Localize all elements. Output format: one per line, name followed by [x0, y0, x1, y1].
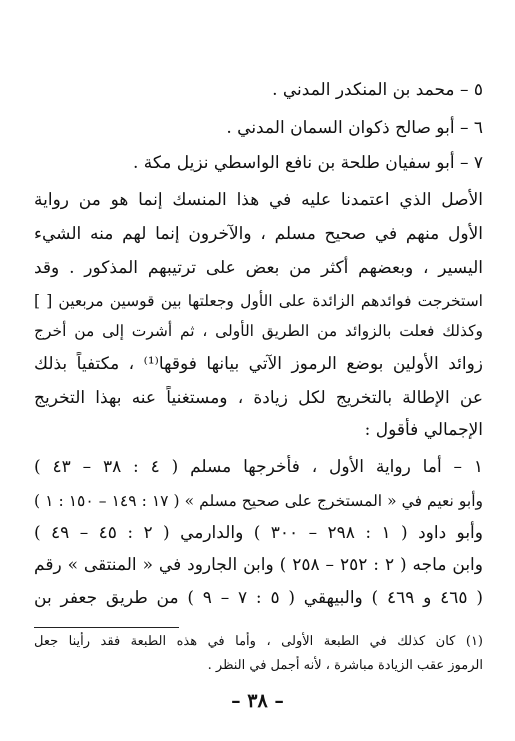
- source-line-3: وأبو داود ( ١ : ٢٩٨ – ٣٠٠ ) والدارمي ( ٢ : ٤٥ – ٤٩ ): [34, 523, 483, 543]
- source-line-5: ( ٤٦٥ و ٤٦٩ ) والبيهقي ( ٥ : ٧ – ٩ ) من طريق جعفر بن: [34, 588, 483, 608]
- list-item-6: ٦ – أبو صالح ذكوان السمان المدني .: [226, 118, 483, 138]
- source-line-1: ١ – أما رواية الأول ، فأخرجها مسلم ( ٤ : ٣٨ – ٤٣ ): [34, 457, 483, 477]
- list-item-7: ٧ – أبو سفيان طلحة بن نافع الواسطي نزيل مكة .: [132, 153, 483, 173]
- body-line-6: زوائد الأولين بوضع الرموز الآتي بيانها فوقها⁽¹⁾ ، مكتفياً بذلك: [34, 354, 483, 374]
- body-line-4: استخرجت فوائدهم الزائدة على الأول وجعلتها بين قوسين مربعين [ ]: [34, 292, 483, 310]
- body-line-5: وكذلك فعلت بالزوائد من الطريق الأولى ، ثم أشرت إلى من أخرج: [34, 322, 483, 340]
- body-line-3: اليسير ، وبعضهم أكثر من بعض على ترتيبهم المذكور . وقد: [34, 258, 483, 278]
- body-line-8: الإجمالي فأقول :: [364, 420, 483, 440]
- footnote-divider: [34, 627, 179, 628]
- list-item-5: ٥ – محمد بن المنكدر المدني .: [272, 80, 483, 100]
- footnote-line-2: الرموز عقب الزيادة مباشرة ، لأنه أجمل في النظر .: [207, 658, 483, 673]
- source-line-2: وأبو نعيم في « المستخرج على صحيح مسلم » ( ١٧ : ١٤٩ – ١٥٠ : ١ ): [34, 492, 483, 510]
- footnote-line-1: (١) كان كذلك في الطبعة الأولى ، وأما في هذه الطبعة فقد رأينا جعل: [34, 634, 483, 649]
- source-line-4: وابن ماجه ( ٢ : ٢٥٢ – ٢٥٨ ) وابن الجارود في « المنتقى » رقم: [34, 555, 483, 575]
- body-line-1: الأصل الذي اعتمدنا عليه في هذا المنسك إنما هو من رواية: [34, 190, 483, 210]
- body-line-2: الأول منهم في صحيح مسلم ، والآخرون إنما لهم منه الشيء: [34, 224, 483, 244]
- body-line-7: عن الإطالة بالتخريج لكل زيادة ، ومستغنياً عنه بهذا التخريج: [34, 388, 483, 408]
- page-number: – ٣٨ –: [231, 690, 284, 712]
